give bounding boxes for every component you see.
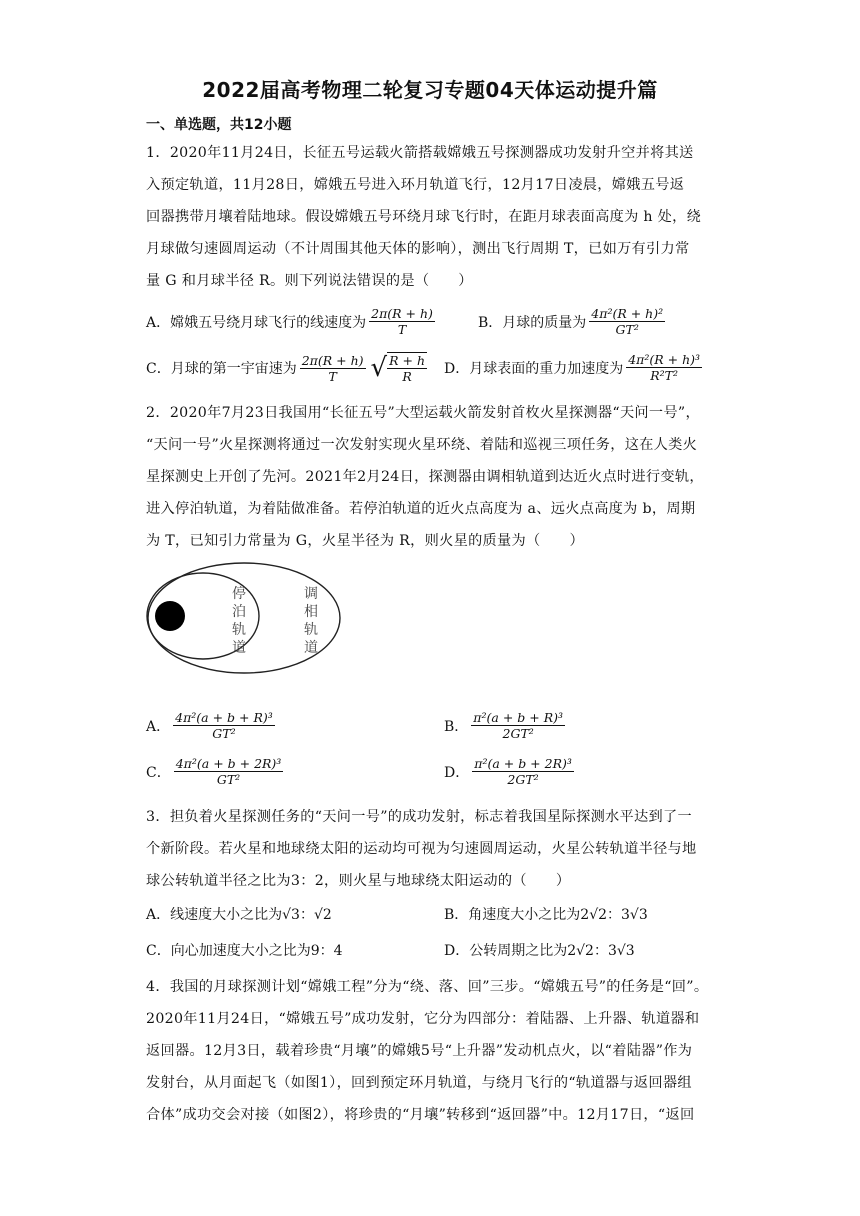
q4-line-3: 返回器。12月3日，载着珍贵“月壤”的嫦娥5号“上升器”发动机点火，以“着陆器”作为: [146, 1043, 693, 1059]
fraction-denominator: R²T²: [650, 368, 679, 383]
fraction-denominator: 2GT²: [507, 772, 539, 787]
fraction-denominator: GT²: [216, 772, 241, 787]
q1-option-a-fraction: [369, 306, 435, 337]
q2-option-b[interactable]: [444, 710, 568, 741]
q1-option-c[interactable]: [146, 352, 430, 384]
q2-option-c-label: C．: [146, 764, 171, 781]
fraction-numerator: 4π²(a + b + R)³: [175, 710, 273, 725]
q1-option-b-label: B．月球的质量为: [478, 314, 587, 331]
q3-line-3: 球公转轨道半径之比为3：2，则火星与地球绕太阳运动的（ ）: [146, 873, 571, 889]
q1-option-a-label: A．嫦娥五号绕月球飞行的线速度为: [146, 314, 367, 331]
q2-option-c-fraction: [174, 756, 284, 787]
q2-option-a[interactable]: [146, 710, 278, 741]
q3-line-2: 个新阶段。若火星和地球绕太阳的运动均可视为匀速圆周运动，火星公转轨道半径与地: [146, 841, 697, 857]
fraction-numerator: 2π(R + h): [371, 306, 433, 321]
q4-line-4: 发射台，从月面起飞（如图1），回到预定环月轨道，与绕月飞行的“轨道器与返回器组: [146, 1075, 692, 1091]
fraction-denominator: 2GT²: [502, 726, 534, 741]
q1-option-d[interactable]: [444, 352, 705, 383]
q2-option-a-label: A．: [146, 718, 171, 735]
fraction-numerator: π²(a + b + R)³: [473, 710, 563, 725]
fraction-denominator: T: [397, 322, 407, 337]
sqrt-icon: √: [370, 353, 388, 383]
q1-option-b[interactable]: [478, 306, 668, 337]
fraction-denominator: T: [328, 368, 337, 384]
fraction-numerator: R + h: [389, 353, 425, 368]
q1-line-3: 回器携带月壤着陆地球。假设嫦娥五号环绕月球飞行时，在距月球表面高度为 h 处，绕: [146, 209, 702, 225]
fraction-numerator: 4π²(a + b + 2R)³: [175, 756, 282, 771]
fraction-denominator: GT²: [615, 322, 639, 337]
fraction-denominator: R: [402, 369, 412, 384]
fraction-numerator: 4π²(R + h)³: [628, 352, 701, 367]
inner-orbit-char-2: 泊: [232, 604, 246, 620]
q1-option-b-fraction: [589, 306, 665, 337]
q3-option-c[interactable]: C．向心加速度大小之比为9：4: [146, 943, 343, 959]
q1-option-a[interactable]: [146, 306, 438, 337]
fraction-numerator: π²(a + b + 2R)³: [474, 756, 572, 771]
q4-line-5: 合体”成功交会对接（如图2），将珍贵的“月壤”转移到“返回器”中。12月17日，“返回: [146, 1107, 695, 1123]
q3-option-a[interactable]: A．线速度大小之比为√3：√2: [146, 907, 332, 923]
q2-line-3: 星探测史上开创了先河。2021年2月24日，探测器由调相轨道到达近火点时进行变轨，: [146, 469, 704, 485]
outer-orbit-char-2: 相: [304, 604, 318, 620]
section-heading: 一、单选题，共12小题: [146, 117, 292, 133]
outer-orbit-char-1: 调: [304, 586, 318, 602]
q2-option-d[interactable]: [444, 756, 577, 787]
q2-option-d-fraction: [472, 756, 574, 787]
q1-option-c-sqrt-fraction: [387, 352, 427, 384]
q2-option-a-fraction: [173, 710, 275, 741]
q1-line-5: 量 G 和月球半径 R。则下列说法错误的是（ ）: [146, 273, 473, 289]
q1-option-d-fraction: [626, 352, 702, 383]
q2-option-d-label: D．: [444, 764, 470, 781]
fraction-numerator: 4π²(R + h)²: [591, 306, 664, 321]
q3-option-d[interactable]: D．公转周期之比为2√2：3√3: [444, 943, 635, 959]
q1-option-c-label: C．月球的第一宇宙速为: [146, 361, 297, 377]
q3-line-1: 3．担负着火星探测任务的“天问一号”的成功发射，标志着我国星际探测水平达到了一: [146, 809, 692, 825]
outer-orbit-char-4: 道: [304, 640, 318, 656]
q1-line-4: 月球做匀速圆周运动（不计周围其他天体的影响），测出飞行周期 T，已如万有引力常: [146, 241, 690, 257]
orbit-diagram: [146, 560, 346, 676]
q2-option-b-fraction: [471, 710, 565, 741]
q2-line-5: 为 T，已知引力常量为 G，火星半径为 R，则火星的质量为（ ）: [146, 533, 584, 549]
q1-option-c-fraction: [300, 353, 366, 384]
q1-option-d-label: D．月球表面的重力加速度为: [444, 360, 624, 377]
q4-line-2: 2020年11月24日，“嫦娥五号”成功发射，它分为四部分：着陆器、上升器、轨道器和: [146, 1011, 700, 1027]
mars-planet: [155, 601, 185, 631]
q1-line-1: 1．2020年11月24日，长征五号运载火箭搭载嫦娥五号探测器成功发射升空并将其送: [146, 145, 694, 161]
q2-option-b-label: B．: [444, 718, 469, 735]
fraction-denominator: GT²: [212, 726, 236, 741]
outer-orbit-char-3: 轨: [304, 622, 318, 638]
fraction-numerator: 2π(R + h): [301, 352, 364, 368]
q2-line-1: 2．2020年7月23日我国用“长征五号”大型运载火箭发射首枚火星探测器“天问一号”，: [146, 405, 700, 421]
page-title: 2022届高考物理二轮复习专题04天体运动提升篇: [202, 78, 658, 102]
q3-option-b[interactable]: B．角速度大小之比为2√2：3√3: [444, 907, 648, 923]
inner-orbit-char-4: 道: [232, 640, 246, 656]
q2-line-4: 进入停泊轨道，为着陆做准备。若停泊轨道的近火点高度为 a、远火点高度为 b，周期: [146, 501, 696, 517]
q4-line-1: 4．我国的月球探测计划“嫦娥工程”分为“绕、落、回”三步。“嫦娥五号”的任务是“回”。: [146, 979, 709, 995]
inner-orbit-char-3: 轨: [232, 622, 246, 638]
q2-option-c[interactable]: [146, 756, 286, 787]
q1-line-2: 入预定轨道，11月28日，嫦娥五号进入环月轨道飞行，12月17日凌晨，嫦娥五号返: [146, 177, 685, 193]
q2-line-2: “天问一号”火星探测将通过一次发射实现火星环绕、着陆和巡视三项任务，这在人类火: [146, 437, 698, 453]
inner-orbit-char-1: 停: [232, 586, 246, 602]
